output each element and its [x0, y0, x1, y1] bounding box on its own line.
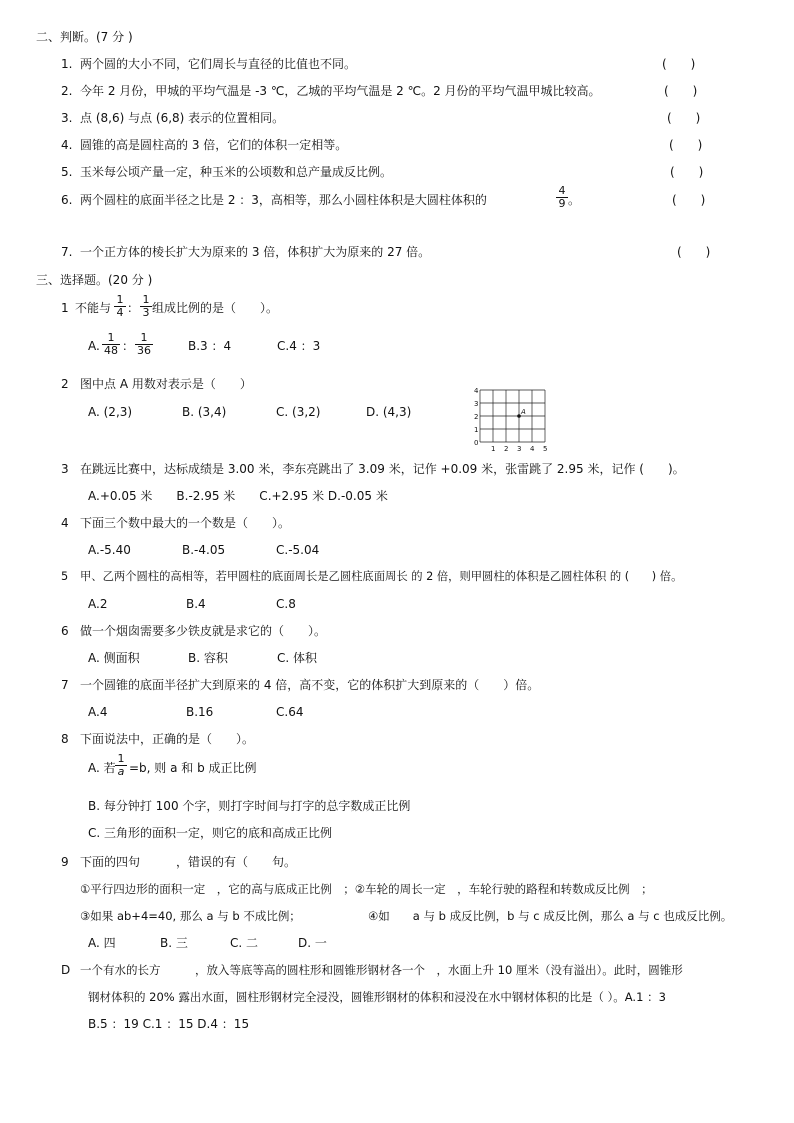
choice-7-option-c[interactable]: C.64	[276, 705, 304, 719]
grid-y-tick-3: 3	[474, 400, 479, 408]
choice-1-option-a-fraction-a	[102, 332, 120, 357]
judge-1-text: 两个圆的大小不同，它们周长与直径的比值也不同。	[80, 57, 357, 71]
choice-6-option-c[interactable]: C. 体积	[277, 651, 318, 665]
judge-5-answer-blank[interactable]: ( )	[670, 165, 704, 179]
grid-x-tick-2: 2	[504, 445, 509, 453]
choice-1-option-a-fraction-b-denominator: 36	[137, 344, 151, 357]
choice-3-options[interactable]: A.+0.05 米 B.-2.95 米 C.+2.95 米 D.-0.05 米	[88, 489, 388, 503]
grid-x-tick-4: 4	[530, 445, 535, 453]
section-2-title: 二、判断。(7 分 )	[36, 30, 133, 44]
choice-1-fraction-a-denominator: 4	[114, 306, 126, 319]
choice-2-text: 图中点 A 用数对表示是（ ）	[80, 377, 252, 391]
choice-4-text: 下面三个数中最大的一个数是（ ）。	[80, 516, 291, 530]
choice-2-option-b[interactable]: B. (3,4)	[182, 405, 227, 419]
choice-3-number: 3	[61, 462, 69, 476]
choice-8-option-c[interactable]: C. 三角形的面积一定，则它的底和高成正比例	[88, 826, 333, 840]
grid-y-tick-2: 2	[474, 413, 479, 421]
choice-2-option-a[interactable]: A. (2,3)	[88, 405, 133, 419]
judge-4-answer-blank[interactable]: ( )	[669, 138, 703, 152]
judge-2-number: 2.	[61, 84, 73, 98]
choice-7-option-b[interactable]: B.16	[186, 705, 214, 719]
grid-point-a-label: A	[521, 408, 526, 416]
choice-1-option-a-fraction-b-numerator: 1	[140, 331, 148, 344]
judge-4-number: 4.	[61, 138, 73, 152]
judge-6-fraction	[556, 185, 568, 210]
choice-1-option-c[interactable]: C.4 ：3	[277, 339, 321, 353]
choice-6-text: 做一个烟囱需要多少铁皮就是求它的（ ）。	[80, 624, 327, 638]
choice-5-option-c[interactable]: C.8	[276, 597, 296, 611]
choice-8-number: 8	[61, 732, 69, 746]
grid-lines	[480, 390, 545, 442]
choice-10-number: D	[61, 963, 71, 977]
judge-2-text: 今年 2 月份，甲城的平均气温是 -3 ℃，乙城的平均气温是 2 ℃。2 月份的平均气温甲城比较高。	[80, 84, 601, 98]
choice-8-option-a-fraction-numerator: 1	[117, 752, 125, 765]
choice-5-number: 5	[61, 570, 69, 583]
choice-8-option-b[interactable]: B. 每分钟打 100 个字，则打字时间与打字的总字数成正比例	[88, 799, 411, 813]
grid-y-tick-4: 4	[474, 387, 479, 395]
judge-6-tail: 。	[568, 193, 581, 207]
choice-9-option-c[interactable]: C. 二	[230, 936, 259, 950]
choice-7-number: 7	[61, 678, 69, 692]
choice-1-fraction-a	[114, 294, 126, 319]
choice-10-line-1: 一个有水的长方 ，放入等底等高的圆柱形和圆锥形钢材各一个 ，水面上升 10 厘米（没有溢出）。此时，圆锥形	[80, 963, 683, 977]
choice-9-statement-3: ③如果 ab+4=40, 那么 a 与 b 不成比例；	[80, 909, 301, 923]
choice-9-option-b[interactable]: B. 三	[160, 936, 188, 950]
choice-1-suffix: 组成比例的是（ ）。	[152, 301, 279, 315]
choice-1-option-a-fraction-b	[135, 332, 153, 357]
choice-1-option-b[interactable]: B.3 ：4	[188, 339, 232, 353]
judge-6-text: 两个圆柱的底面半径之比是 2 ：3，高相等，那么小圆柱体积是大圆柱体积的	[80, 193, 487, 207]
judge-3-text: 点 (8,6) 与点 (6,8) 表示的位置相同。	[80, 111, 285, 125]
choice-5-text: 甲、乙两个圆柱的高相等，若甲圆柱的底面周长是乙圆柱底面周长 的 2 倍，则甲圆柱的体积是乙圆柱体积 的 ( ) 倍。	[80, 570, 683, 583]
choice-1-option-a-colon: ：	[122, 339, 135, 353]
choice-1-fraction-a-numerator: 1	[116, 293, 124, 306]
judge-7-text: 一个正方体的棱长扩大为原来的 3 倍，体积扩大为原来的 27 倍。	[80, 245, 431, 259]
judge-1-answer-blank[interactable]: ( )	[662, 57, 696, 71]
judge-5-number: 5.	[61, 165, 73, 179]
choice-4-option-a[interactable]: A.-5.40	[88, 543, 131, 557]
choice-7-text: 一个圆锥的底面半径扩大到原来的 4 倍，高不变，它的体积扩大到原来的（ ）倍。	[80, 678, 540, 692]
choice-1-colon: ：	[127, 301, 140, 315]
choice-9-number: 9	[61, 855, 69, 869]
choice-8-option-a-fraction-denominator: a	[115, 765, 127, 778]
judge-7-answer-blank[interactable]: ( )	[677, 245, 711, 259]
choice-2-option-c[interactable]: C. (3,2)	[276, 405, 321, 419]
judge-1-number: 1.	[61, 57, 73, 71]
choice-6-option-a[interactable]: A. 侧面积	[88, 651, 140, 665]
section-3-title: 三、选择题。(20 分 )	[36, 273, 153, 287]
choice-6-option-b[interactable]: B. 容积	[188, 651, 228, 665]
choice-5-option-a[interactable]: A.2	[88, 597, 108, 611]
judge-5-text: 玉米每公顷产量一定，种玉米的公顷数和总产量成反比例。	[80, 165, 393, 179]
grid-x-tick-1: 1	[491, 445, 496, 453]
choice-4-option-c[interactable]: C.-5.04	[276, 543, 320, 557]
grid-x-tick-5: 5	[543, 445, 548, 453]
grid-x-tick-3: 3	[517, 445, 522, 453]
choice-1-prefix: 不能与	[75, 301, 112, 315]
judge-7-number: 7.	[61, 245, 73, 259]
choice-9-option-a[interactable]: A. 四	[88, 936, 116, 950]
choice-1-option-a-fraction-a-denominator: 48	[104, 344, 118, 357]
judge-6-fraction-denominator: 9	[558, 197, 566, 210]
coordinate-grid	[468, 385, 558, 455]
choice-1-number: 1	[61, 301, 69, 315]
grid-y-tick-1: 1	[474, 426, 479, 434]
choice-8-text: 下面说法中，正确的是（ ）。	[80, 732, 255, 746]
choice-9-statement-4: ④如 a 与 b 成反比例，b 与 c 成反比例，那么 a 与 c 也成反比例。	[368, 909, 733, 923]
choice-1-fraction-b	[140, 294, 152, 319]
judge-6-fraction-numerator: 4	[556, 185, 568, 198]
judge-3-answer-blank[interactable]: ( )	[667, 111, 701, 125]
choice-2-number: 2	[61, 377, 69, 391]
choice-7-option-a[interactable]: A.4	[88, 705, 108, 719]
choice-1-fraction-b-numerator: 1	[142, 293, 150, 306]
choice-9-text: 下面的四句 ，错误的有（ 句。	[80, 855, 297, 869]
judge-4-text: 圆锥的高是圆柱高的 3 倍，它们的体积一定相等。	[80, 138, 348, 152]
choice-8-option-a-prefix[interactable]: A. 若	[88, 761, 116, 775]
choice-10-line-3: B.5 ：19 C.1 ：15 D.4 ：15	[88, 1017, 250, 1031]
choice-8-option-a-fraction	[115, 753, 127, 778]
choice-1-option-a-fraction-a-numerator: 1	[107, 331, 115, 344]
choice-3-text: 在跳远比赛中，达标成绩是 3.00 米，李东亮跳出了 3.09 米，记作 +0.09 米，张雷跳了 2.95 米，记作 ( )。	[80, 462, 685, 476]
choice-8-option-a-suffix: =b, 则 a 和 b 成正比例	[129, 761, 257, 775]
choice-10-line-2: 钢材体积的 20% 露出水面，圆柱形钢材完全浸没，圆锥形钢材的体积和浸没在水中钢材体积的比是（ ）。A.1 ：3	[88, 990, 666, 1004]
choice-4-option-b[interactable]: B.-4.05	[182, 543, 226, 557]
choice-6-number: 6	[61, 624, 69, 638]
choice-9-statements-line-1: ①平行四边形的面积一定 ，它的高与底成正比例 ；②车轮的周长一定 ，车轮行驶的路程和转数成反比例 ；	[80, 882, 653, 896]
judge-3-number: 3.	[61, 111, 73, 125]
choice-1-fraction-b-denominator: 3	[140, 306, 152, 319]
judge-2-answer-blank[interactable]: ( )	[664, 84, 698, 98]
grid-origin-tick: 0	[474, 439, 479, 447]
choice-5-option-b[interactable]: B.4	[186, 597, 206, 611]
judge-6-answer-blank[interactable]: ( )	[672, 193, 706, 207]
choice-9-option-d[interactable]: D. 一	[298, 936, 327, 950]
choice-1-option-a-label[interactable]: A.	[88, 339, 100, 353]
choice-4-number: 4	[61, 516, 69, 530]
choice-2-option-d[interactable]: D. (4,3)	[366, 405, 412, 419]
judge-6-number: 6.	[61, 193, 73, 207]
